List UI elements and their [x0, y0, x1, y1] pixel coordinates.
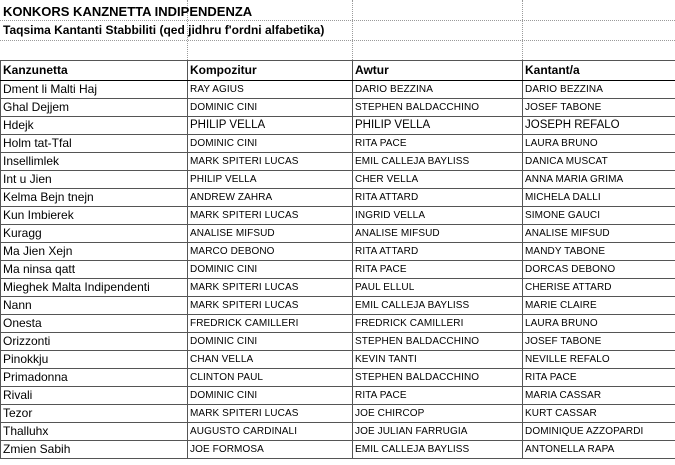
table-row — [1, 81, 675, 99]
table-row — [1, 171, 675, 189]
author-cell: KEVIN TANTI — [353, 351, 523, 369]
singer-cell: KURT CASSAR — [523, 405, 675, 423]
author-cell: STEPHEN BALDACCHINO — [353, 369, 523, 387]
songs-table — [0, 60, 675, 459]
composer-cell: DOMINIC CINI — [188, 99, 353, 117]
header-row — [1, 61, 675, 81]
composer-cell: PHILIP VELLA — [188, 171, 353, 189]
composer-cell: MARK SPITERI LUCAS — [188, 297, 353, 315]
singer-cell: JOSEPH REFALO — [523, 117, 675, 135]
song-cell: Pinokkju — [1, 351, 188, 369]
singer-cell: JOSEF TABONE — [523, 333, 675, 351]
table-row — [1, 225, 675, 243]
row-divider — [0, 40, 675, 41]
singer-cell: ANNA MARIA GRIMA — [523, 171, 675, 189]
song-cell: Mieghek Malta Indipendenti — [1, 279, 188, 297]
singer-cell: DORCAS DEBONO — [523, 261, 675, 279]
song-cell: Hdejk — [1, 117, 188, 135]
header-singer: Kantant/a — [523, 61, 675, 81]
song-cell: Int u Jien — [1, 171, 188, 189]
singer-cell: SIMONE GAUCI — [523, 207, 675, 225]
sheet-subtitle: Taqsima Kantanti Stabbiliti (qed jidhru f'ordni alfabetika) — [3, 23, 325, 37]
author-cell: RITA ATTARD — [353, 243, 523, 261]
song-cell: Primadonna — [1, 369, 188, 387]
row-divider — [0, 20, 675, 21]
table-row — [1, 243, 675, 261]
composer-cell: DOMINIC CINI — [188, 333, 353, 351]
song-cell: Kuragg — [1, 225, 188, 243]
author-cell: RITA PACE — [353, 261, 523, 279]
author-cell: EMIL CALLEJA BAYLISS — [353, 441, 523, 459]
table-row — [1, 207, 675, 225]
table-row — [1, 153, 675, 171]
composer-cell: JOE FORMOSA — [188, 441, 353, 459]
song-cell: Thalluhx — [1, 423, 188, 441]
table-row — [1, 387, 675, 405]
song-cell: Holm tat-Tfal — [1, 135, 188, 153]
table-row — [1, 297, 675, 315]
table-row — [1, 441, 675, 459]
author-cell: JOE CHIRCOP — [353, 405, 523, 423]
composer-cell: DOMINIC CINI — [188, 387, 353, 405]
singer-cell: LAURA BRUNO — [523, 315, 675, 333]
header-author: Awtur — [353, 61, 523, 81]
author-cell: FREDRICK CAMILLERI — [353, 315, 523, 333]
column-divider — [522, 0, 523, 60]
author-cell: EMIL CALLEJA BAYLISS — [353, 297, 523, 315]
composer-cell: MARK SPITERI LUCAS — [188, 405, 353, 423]
table-row — [1, 99, 675, 117]
table-row — [1, 351, 675, 369]
table-row — [1, 279, 675, 297]
composer-cell: MARK SPITERI LUCAS — [188, 279, 353, 297]
table-row — [1, 333, 675, 351]
singer-cell: MARIA CASSAR — [523, 387, 675, 405]
table-row — [1, 369, 675, 387]
composer-cell: DOMINIC CINI — [188, 261, 353, 279]
sheet-title: KONKORS KANZNETTA INDIPENDENZA — [3, 4, 253, 19]
composer-cell: AUGUSTO CARDINALI — [188, 423, 353, 441]
song-cell: Ghal Dejjem — [1, 99, 188, 117]
singer-cell: RITA PACE — [523, 369, 675, 387]
singer-cell: MARIE CLAIRE — [523, 297, 675, 315]
song-cell: Ma Jien Xejn — [1, 243, 188, 261]
singer-cell: MANDY TABONE — [523, 243, 675, 261]
author-cell: ANALISE MIFSUD — [353, 225, 523, 243]
author-cell: RITA PACE — [353, 135, 523, 153]
composer-cell: ANALISE MIFSUD — [188, 225, 353, 243]
composer-cell: PHILIP VELLA — [188, 117, 353, 135]
song-cell: Dment li Malti Haj — [1, 81, 188, 99]
song-cell: Zmien Sabih — [1, 441, 188, 459]
column-divider — [352, 0, 353, 60]
song-cell: Ma ninsa qatt — [1, 261, 188, 279]
table-row — [1, 261, 675, 279]
author-cell: PAUL ELLUL — [353, 279, 523, 297]
author-cell: INGRID VELLA — [353, 207, 523, 225]
singer-cell: MICHELA DALLI — [523, 189, 675, 207]
song-cell: Kelma Bejn tnejn — [1, 189, 188, 207]
song-cell: Kun Imbierek — [1, 207, 188, 225]
table-row — [1, 315, 675, 333]
author-cell: PHILIP VELLA — [353, 117, 523, 135]
singer-cell: DARIO BEZZINA — [523, 81, 675, 99]
header-composer: Kompozitur — [188, 61, 353, 81]
composer-cell: CHAN VELLA — [188, 351, 353, 369]
author-cell: RITA PACE — [353, 387, 523, 405]
song-cell: Rivali — [1, 387, 188, 405]
singer-cell: DANICA MUSCAT — [523, 153, 675, 171]
song-cell: Nann — [1, 297, 188, 315]
composer-cell: DOMINIC CINI — [188, 135, 353, 153]
composer-cell: ANDREW ZAHRA — [188, 189, 353, 207]
singer-cell: DOMINIQUE AZZOPARDI — [523, 423, 675, 441]
author-cell: EMIL CALLEJA BAYLISS — [353, 153, 523, 171]
table-row — [1, 405, 675, 423]
author-cell: CHER VELLA — [353, 171, 523, 189]
author-cell: STEPHEN BALDACCHINO — [353, 333, 523, 351]
table-row — [1, 189, 675, 207]
author-cell: DARIO BEZZINA — [353, 81, 523, 99]
table-row — [1, 423, 675, 441]
singer-cell: ANTONELLA RAPA — [523, 441, 675, 459]
singer-cell: JOSEF TABONE — [523, 99, 675, 117]
composer-cell: MARK SPITERI LUCAS — [188, 153, 353, 171]
author-cell: STEPHEN BALDACCHINO — [353, 99, 523, 117]
author-cell: RITA ATTARD — [353, 189, 523, 207]
author-cell: JOE JULIAN FARRUGIA — [353, 423, 523, 441]
composer-cell: RAY AGIUS — [188, 81, 353, 99]
table-row — [1, 135, 675, 153]
composer-cell: FREDRICK CAMILLERI — [188, 315, 353, 333]
header-song: Kanzunetta — [1, 61, 188, 81]
composer-cell: CLINTON PAUL — [188, 369, 353, 387]
song-cell: Orizzonti — [1, 333, 188, 351]
singer-cell: NEVILLE REFALO — [523, 351, 675, 369]
composer-cell: MARK SPITERI LUCAS — [188, 207, 353, 225]
singer-cell: ANALISE MIFSUD — [523, 225, 675, 243]
singer-cell: LAURA BRUNO — [523, 135, 675, 153]
song-cell: Tezor — [1, 405, 188, 423]
table-row — [1, 117, 675, 135]
composer-cell: MARCO DEBONO — [188, 243, 353, 261]
song-cell: Insellimlek — [1, 153, 188, 171]
song-cell: Onesta — [1, 315, 188, 333]
singer-cell: CHERISE ATTARD — [523, 279, 675, 297]
